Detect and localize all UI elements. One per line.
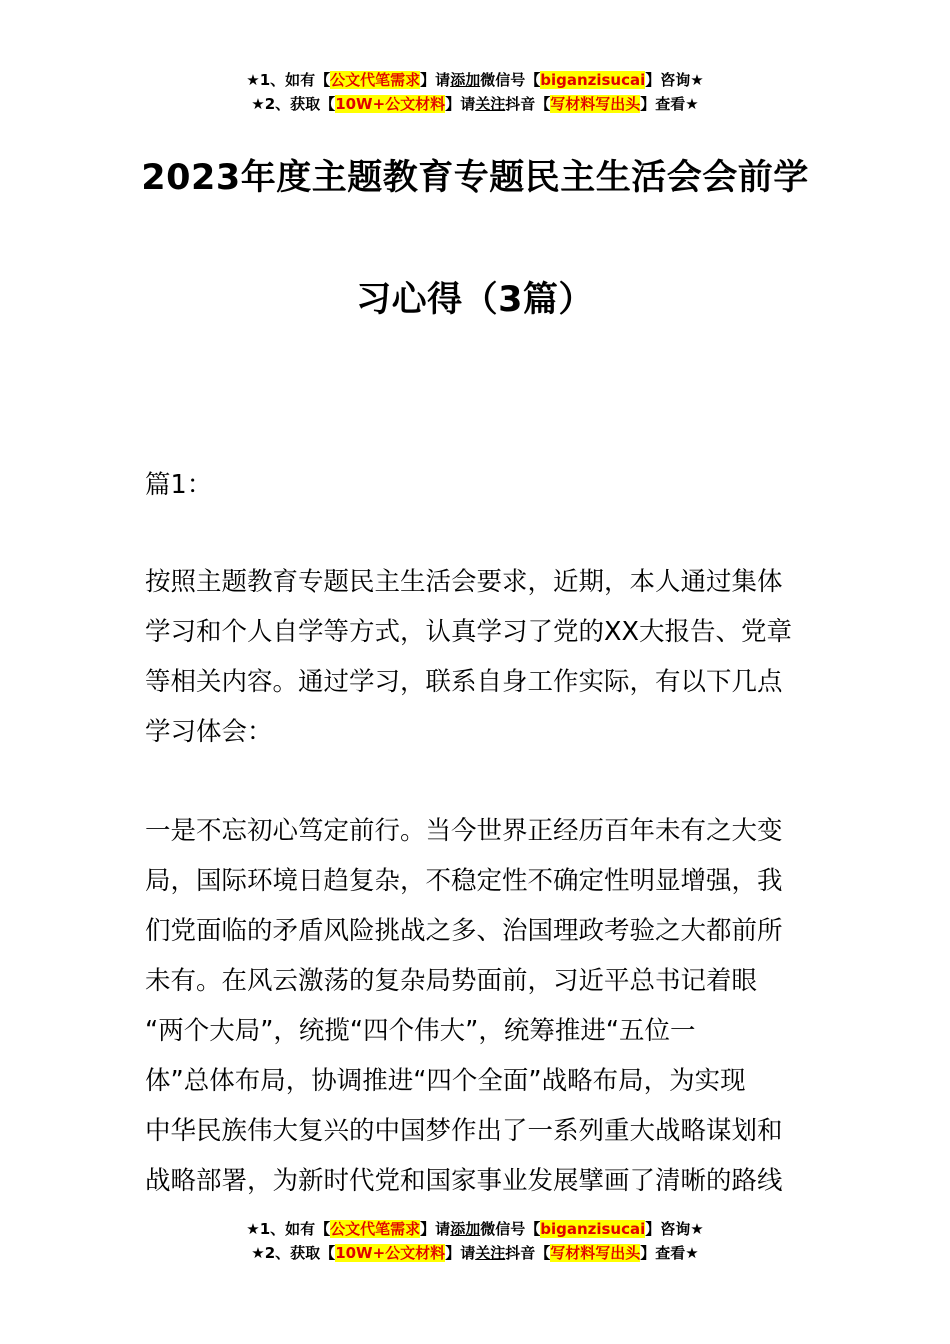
banner-text: 微信号【	[480, 71, 541, 89]
banner-text: ★2、获取【	[251, 95, 336, 113]
underline-follow: 关注	[475, 95, 506, 113]
underline-add: 添加	[450, 71, 481, 89]
paragraph-line: 按照主题教育专题民主生活会要求，近期，本人通过集体	[145, 567, 783, 597]
paragraph-line: 未有。在风云激荡的复杂局势面前，习近平总书记着眼	[145, 966, 758, 996]
banner-text: 】咨询★	[645, 71, 704, 89]
document-title-line-1: 2023年度主题教育专题民主生活会会前学	[141, 158, 809, 198]
banner-text: 微信号【	[480, 1220, 541, 1238]
highlight-wechat-id: biganzisucai	[540, 1220, 646, 1238]
banner-text: 】请	[445, 1244, 476, 1262]
banner-line-2	[0, 92, 950, 116]
banner-text: 】请	[420, 71, 451, 89]
underline-add: 添加	[450, 1220, 481, 1238]
underline-follow: 关注	[475, 1244, 506, 1262]
banner-text: 】请	[420, 1220, 451, 1238]
highlight-service: 公文代笔需求	[330, 1220, 421, 1238]
paragraph-line: “两个大局”，统揽“四个伟大”，统筹推进“五位一	[145, 1016, 696, 1046]
paragraph-1	[145, 557, 810, 757]
highlight-materials: 10W+公文材料	[335, 1244, 446, 1262]
footer-banner	[0, 1217, 950, 1265]
highlight-service: 公文代笔需求	[330, 71, 421, 89]
banner-text: 抖音【	[505, 95, 551, 113]
paragraph-line: 局，国际环境日趋复杂，不稳定性不确定性明显增强，我	[145, 866, 783, 896]
paragraph-line: 中华民族伟大复兴的中国梦作出了一系列重大战略谋划和	[145, 1116, 783, 1146]
highlight-douyin-id: 写材料写出头	[550, 1244, 641, 1262]
banner-text: 】查看★	[640, 1244, 699, 1262]
section-label: 篇1：	[145, 470, 213, 500]
paragraph-line: 一是不忘初心笃定前行。当今世界正经历百年未有之大变	[145, 816, 783, 846]
banner-text: 抖音【	[505, 1244, 551, 1262]
paragraph-line: 学习和个人自学等方式，认真学习了党的XX大报告、党章	[145, 617, 792, 647]
paragraph-line: 学习体会：	[145, 717, 273, 747]
banner-text: ★1、如有【	[246, 71, 331, 89]
banner-text: ★1、如有【	[246, 1220, 331, 1238]
banner-text: 】查看★	[640, 95, 699, 113]
highlight-douyin-id: 写材料写出头	[550, 95, 641, 113]
paragraph-line: 战略部署，为新时代党和国家事业发展擘画了清晰的路线	[145, 1166, 783, 1196]
banner-text: 】咨询★	[645, 1220, 704, 1238]
banner-text: 】请	[445, 95, 476, 113]
highlight-materials: 10W+公文材料	[335, 95, 446, 113]
paragraph-2	[145, 806, 810, 1206]
highlight-wechat-id: biganzisucai	[540, 71, 646, 89]
paragraph-line: 体”总体布局，协调推进“四个全面”战略布局，为实现	[145, 1066, 746, 1096]
paragraph-line: 等相关内容。通过学习，联系自身工作实际，有以下几点	[145, 667, 783, 697]
document-title-line-2: 习心得（3篇）	[356, 280, 594, 320]
header-banner	[0, 68, 950, 116]
paragraph-line: 们党面临的矛盾风险挑战之多、治国理政考验之大都前所	[145, 916, 783, 946]
banner-text: ★2、获取【	[251, 1244, 336, 1262]
banner-line-1	[0, 1217, 950, 1241]
banner-line-2	[0, 1241, 950, 1265]
banner-line-1	[0, 68, 950, 92]
